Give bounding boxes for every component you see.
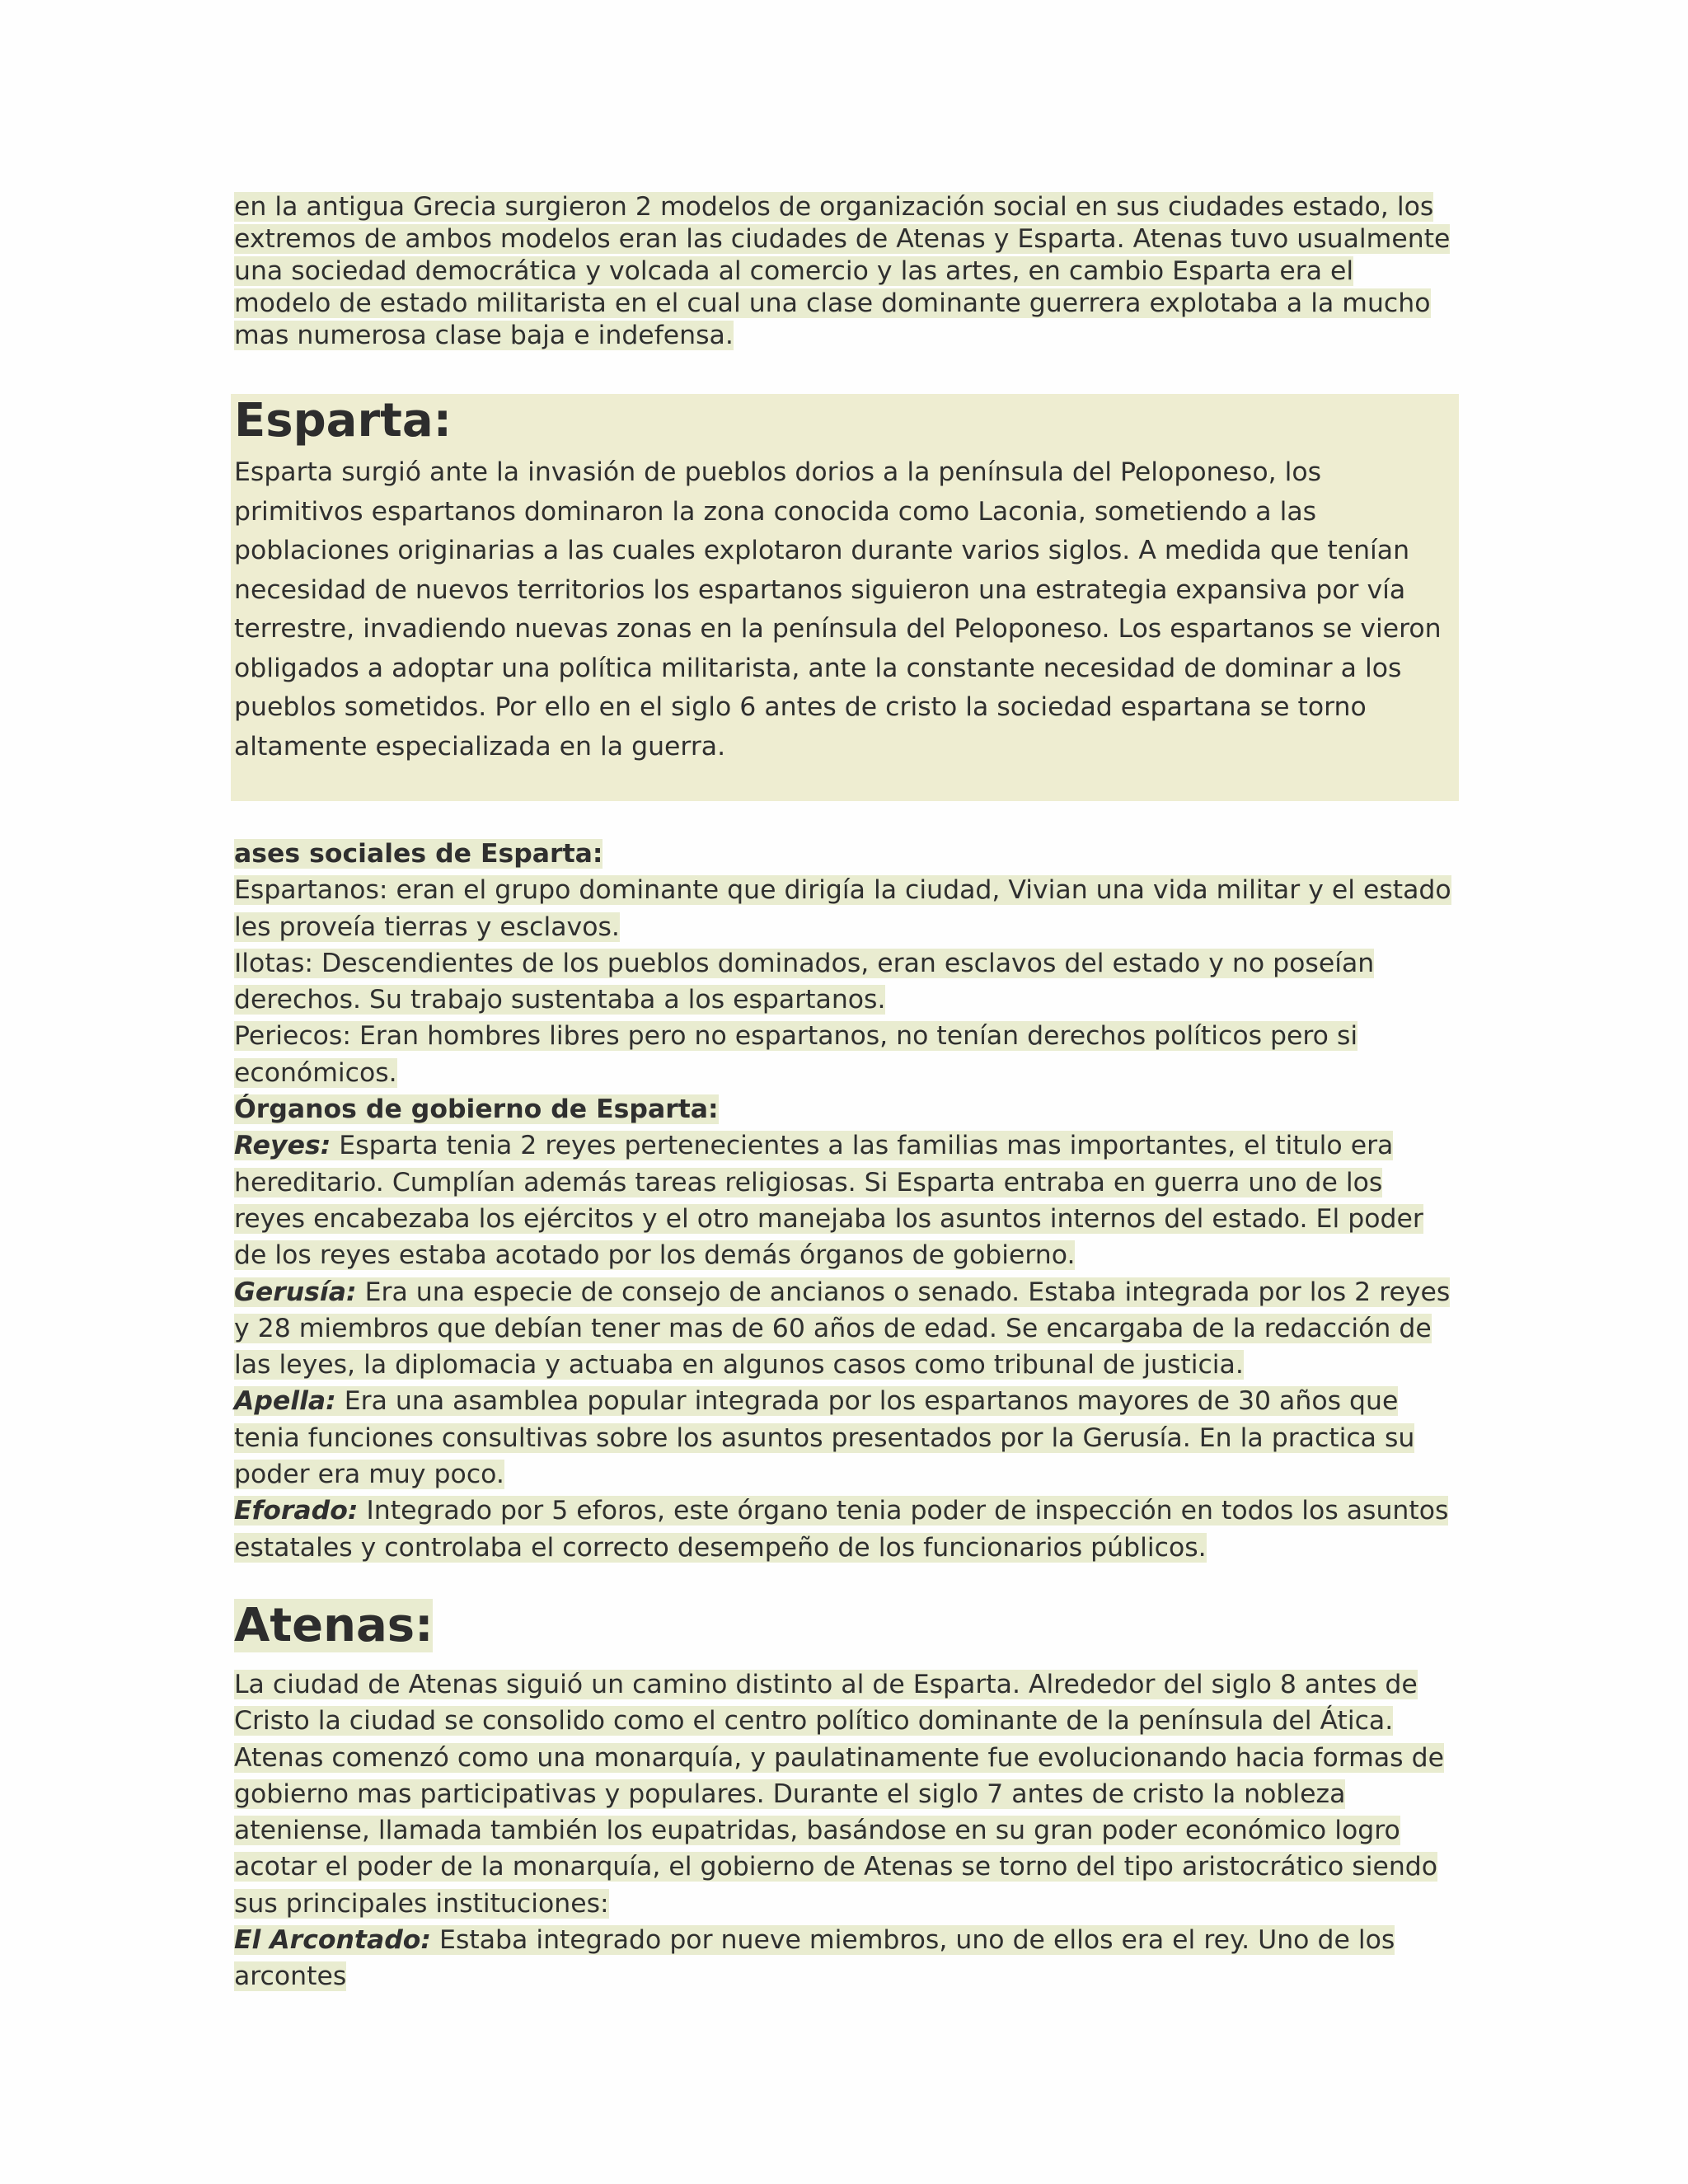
organos-heading: Órganos de gobierno de Esparta: [234,1094,719,1125]
organo-term: Reyes: [234,1131,331,1161]
organo-term: Apella: [234,1386,336,1417]
organo-apella [234,1383,1454,1493]
esparta-heading: Esparta: [234,394,452,448]
organo-text: Integrado por 5 eforos, este órgano tenia poder de inspección en todos los asuntos estatales y controlaba el correcto desempeño de los funcionarios públicos. [234,1496,1449,1563]
organo-term: Gerusía: [234,1277,357,1307]
intro-paragraph [234,191,1454,352]
intro-text: en la antigua Grecia surgieron 2 modelos de organización social en sus ciudades estado, los extremos de ambos modelos eran las ciudades de Atenas y Esparta. Atenas tuvo usualmente una sociedad democrática y volcada al comercio y las artes, en cambio Esparta era el modelo de estado militarista en el cual una clase dominante guerrera explotaba a la mucho mas numerosa clase baja e indefensa. [234,192,1451,350]
clases-section [234,836,1454,1566]
arcontado-term: El Arcontado: [234,1925,432,1956]
organo-reyes [234,1127,1454,1273]
clases-heading: ases sociales de Esparta: [234,839,603,869]
organo-text: Era una asamblea popular integrada por los espartanos mayores de 30 años que tenia funciones consultivas sobre los asuntos presentados por la Gerusía. En la practica su poder era muy poco. [234,1386,1415,1490]
organo-eforado [234,1493,1454,1566]
clase-periecos: Periecos: Eran hombres libres pero no espartanos, no tenían derechos políticos pero si económicos. [234,1021,1358,1088]
atenas-heading-text: Atenas: [234,1599,434,1652]
esparta-section [231,394,1459,801]
organo-text: Esparta tenia 2 reyes pertenecientes a las familias mas importantes, el titulo era hereditario. Cumplían además tareas religiosas. Si Esparta entraba en guerra uno de los reyes encabezaba los ejércitos y el otro manejaba los asuntos internos del estado. El poder de los reyes estaba acotado por los demás órganos de gobierno. [234,1131,1423,1271]
esparta-paragraph: Esparta surgió ante la invasión de pueblos dorios a la península del Peloponeso, los primitivos espartanos dominaron la zona conocida como Laconia, sometiendo a las poblaciones originarias a las cuales explotaron durante varios siglos. A medida que tenían necesidad de nuevos territorios los espartanos siguieron una estrategia expansiva por vía terrestre, invadiendo nuevas zonas en la península del Peloponeso. Los espartanos se vieron obligados a adoptar una política militarista, ante la constante necesidad de dominar a los pueblos sometidos. Por ello en el siglo 6 antes de cristo la sociedad espartana se torno altamente especializada en la guerra. [234,457,1442,762]
atenas-section [234,1666,1454,1995]
arcontado-text: Estaba integrado por nueve miembros, uno de ellos era el rey. Uno de los arcontes [234,1925,1395,1992]
organo-text: Era una especie de consejo de ancianos o senado. Estaba integrada por los 2 reyes y 28 miembros que debían tener mas de 60 años de edad. Se encargaba de la redacción de las leyes, la diplomacia y actuaba en algunos casos como tribunal de justicia. [234,1277,1451,1380]
clase-ilotas: Ilotas: Descendientes de los pueblos dominados, eran esclavos del estado y no poseían derechos. Su trabajo sustentaba a los espartanos. [234,948,1375,1015]
atenas-heading [234,1599,433,1653]
clase-espartanos: Espartanos: eran el grupo dominante que dirigía la ciudad, Vivian una vida militar y el estado les proveía tierras y esclavos. [234,875,1451,942]
organo-gerusia [234,1274,1454,1384]
atenas-paragraph: La ciudad de Atenas siguió un camino distinto al de Esparta. Alrededor del siglo 8 antes de Cristo la ciudad se consolido como el centro político dominante de la península del Ática. Atenas comenzó como una monarquía, y paulatinamente fue evolucionando hacia formas de gobierno mas participativas y populares. Durante el siglo 7 antes de cristo la nobleza ateniense, llamada también los eupatridas, basándose en su gran poder económico logro acotar el poder de la monarquía, el gobierno de Atenas se torno del tipo aristocrático siendo sus principales instituciones: [234,1670,1444,1919]
arcontado-paragraph [234,1922,1454,1995]
organo-term: Eforado: [234,1496,359,1526]
